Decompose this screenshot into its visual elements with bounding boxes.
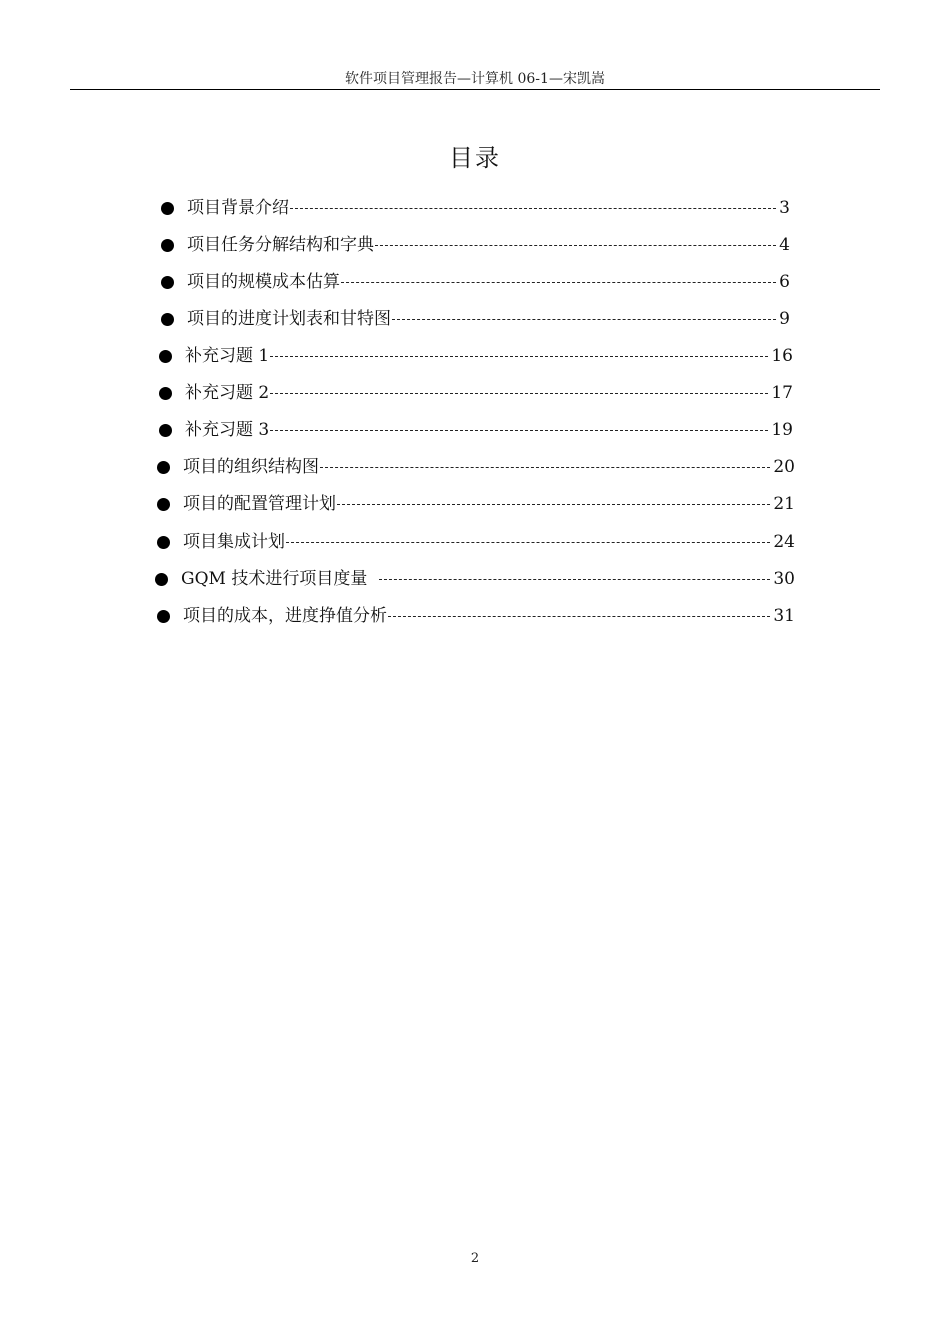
bullet-icon xyxy=(157,610,170,623)
bullet-icon xyxy=(157,536,170,549)
toc-leader-line xyxy=(379,579,770,580)
toc-entry[interactable] xyxy=(161,269,790,295)
running-header: 软件项目管理报告—计算机 06-1—宋凯嵩 xyxy=(345,71,605,87)
toc-entry-label: 项目的配置管理计划 xyxy=(183,494,336,514)
toc-entry[interactable] xyxy=(159,417,793,443)
toc-entry-label: GQM 技术进行项目度量 xyxy=(181,569,368,589)
bullet-icon xyxy=(161,202,174,215)
toc-entry-page: 21 xyxy=(773,494,795,514)
toc-entry-page: 19 xyxy=(771,420,793,440)
bullet-icon xyxy=(159,350,172,363)
toc-leader-line xyxy=(270,430,768,431)
toc-entry-label: 补充习题 3 xyxy=(185,420,270,440)
toc-entry-page: 31 xyxy=(773,606,795,626)
toc-entry-label: 项目背景介绍 xyxy=(187,198,289,218)
toc-entry-label: 项目的成本，进度挣值分析 xyxy=(183,606,387,626)
toc-entry-page: 20 xyxy=(773,457,795,477)
bullet-icon xyxy=(161,276,174,289)
toc-title: 目录 xyxy=(449,144,501,172)
toc-entry-label: 项目的组织结构图 xyxy=(183,457,319,477)
bullet-icon xyxy=(161,313,174,326)
toc-entry-page: 24 xyxy=(773,532,795,552)
bullet-icon xyxy=(157,498,170,511)
toc-entry[interactable] xyxy=(161,195,790,221)
toc-entry-page: 17 xyxy=(771,383,793,403)
bullet-icon xyxy=(159,387,172,400)
toc-entry-page: 6 xyxy=(779,272,790,292)
toc-entry[interactable] xyxy=(159,380,793,406)
toc-entry-page: 3 xyxy=(779,198,790,218)
toc-leader-line xyxy=(392,319,776,320)
toc-entry[interactable] xyxy=(157,454,795,480)
toc-entry-page: 16 xyxy=(771,346,793,366)
toc-entry-page: 9 xyxy=(779,309,790,329)
toc-leader-line xyxy=(341,282,776,283)
toc-entry[interactable] xyxy=(155,566,795,592)
toc-entry-label: 项目集成计划 xyxy=(183,532,285,552)
toc-entry[interactable] xyxy=(157,491,795,517)
toc-leader-line xyxy=(286,542,770,543)
bullet-icon xyxy=(155,573,168,586)
toc-entry[interactable] xyxy=(157,529,795,555)
toc-leader-line xyxy=(270,356,768,357)
bullet-icon xyxy=(159,424,172,437)
bullet-icon xyxy=(157,461,170,474)
toc-entry[interactable] xyxy=(161,232,790,258)
toc-entry-page: 4 xyxy=(779,235,790,255)
toc-leader-line xyxy=(375,245,776,246)
toc-entry[interactable] xyxy=(157,603,795,629)
toc-leader-line xyxy=(320,467,770,468)
toc-entry[interactable] xyxy=(161,306,790,332)
toc-leader-line xyxy=(270,393,768,394)
toc-leader-line xyxy=(337,504,770,505)
toc-leader-line xyxy=(290,208,776,209)
toc-leader-line xyxy=(388,616,770,617)
page-number: 2 xyxy=(470,1251,480,1266)
bullet-icon xyxy=(161,239,174,252)
toc-entry-label: 补充习题 1 xyxy=(185,346,270,366)
toc-entry-label: 补充习题 2 xyxy=(185,383,270,403)
toc-entry-label: 项目的进度计划表和甘特图 xyxy=(187,309,391,329)
toc-entry-label: 项目任务分解结构和字典 xyxy=(187,235,374,255)
toc-entry[interactable] xyxy=(159,343,793,369)
toc-entry-label: 项目的规模成本估算 xyxy=(187,272,340,292)
toc-entry-page: 30 xyxy=(773,569,795,589)
